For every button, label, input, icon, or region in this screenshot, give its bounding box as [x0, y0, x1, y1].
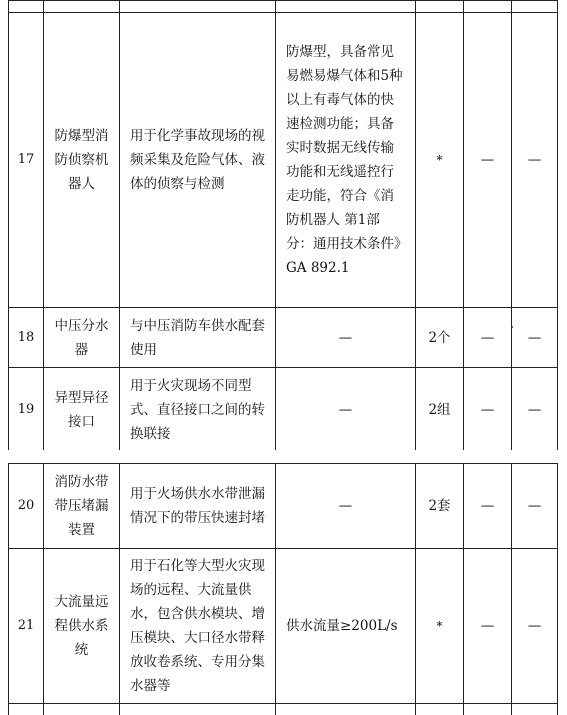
table-row	[9, 308, 558, 368]
equipment-col7: —	[512, 13, 558, 308]
equipment-name: 消防水带带压堵漏装置	[44, 464, 120, 549]
equipment-col6: —	[464, 464, 512, 549]
row-number: 21	[9, 549, 44, 704]
equipment-qty: *	[416, 13, 464, 308]
equipment-col6: —	[464, 308, 512, 368]
equipment-spec: —	[276, 368, 416, 451]
table-row-cut-bottom	[9, 704, 558, 715]
page-gap	[0, 450, 567, 463]
equipment-col6: —	[464, 549, 512, 704]
equipment-qty: *	[416, 549, 464, 704]
equipment-name: 异型异径接口	[44, 368, 120, 451]
equipment-col6: —	[464, 13, 512, 308]
table-row-cut-top	[9, 1, 558, 13]
table-row	[9, 549, 558, 704]
equipment-col7: —	[512, 308, 558, 368]
table-row	[9, 368, 558, 451]
equipment-qty: 2个	[416, 308, 464, 368]
equipment-use: 用于火场供水水带泄漏情况下的带压快速封堵	[120, 464, 276, 549]
equipment-use: 与中压消防车供水配套使用	[120, 308, 276, 368]
equipment-qty: 2套	[416, 464, 464, 549]
equipment-name: 防爆型消防侦察机器人	[44, 13, 120, 308]
equipment-use: 用于化学事故现场的视频采集及危险气体、液体的侦察与检测	[120, 13, 276, 308]
speck-mark	[511, 326, 513, 328]
equipment-name: 大流量远程供水系统	[44, 549, 120, 704]
equipment-col6: —	[464, 368, 512, 451]
equipment-col7: —	[512, 549, 558, 704]
equipment-spec: —	[276, 308, 416, 368]
equipment-use: 用于火灾现场不同型式、直径接口之间的转换联接	[120, 368, 276, 451]
equipment-spec: 防爆型，具备常见易燃易爆气体和5种以上有毒气体的快速检测功能；具备实时数据无线传输功能和无线遥控行走功能，符合《消防机器人 第1部分：通用技术条件》GA 892.1	[276, 13, 416, 308]
equipment-name: 中压分水器	[44, 308, 120, 368]
equipment-qty: 2组	[416, 368, 464, 451]
table-row	[9, 464, 558, 549]
table-block-lower	[0, 463, 567, 715]
equipment-table-upper	[8, 0, 558, 450]
row-number: 18	[9, 308, 44, 368]
equipment-col7: —	[512, 368, 558, 451]
equipment-spec: 供水流量≥200L/s	[276, 549, 416, 704]
table-row	[9, 13, 558, 308]
row-number: 19	[9, 368, 44, 451]
equipment-spec: —	[276, 464, 416, 549]
equipment-use: 用于石化等大型火灾现场的远程、大流量供水，包含供水模块、增压模块、大口径水带释放收卷系统、专用分集水器等	[120, 549, 276, 704]
row-number: 20	[9, 464, 44, 549]
row-number: 17	[9, 13, 44, 308]
equipment-col7: —	[512, 464, 558, 549]
equipment-table-lower	[8, 463, 558, 715]
